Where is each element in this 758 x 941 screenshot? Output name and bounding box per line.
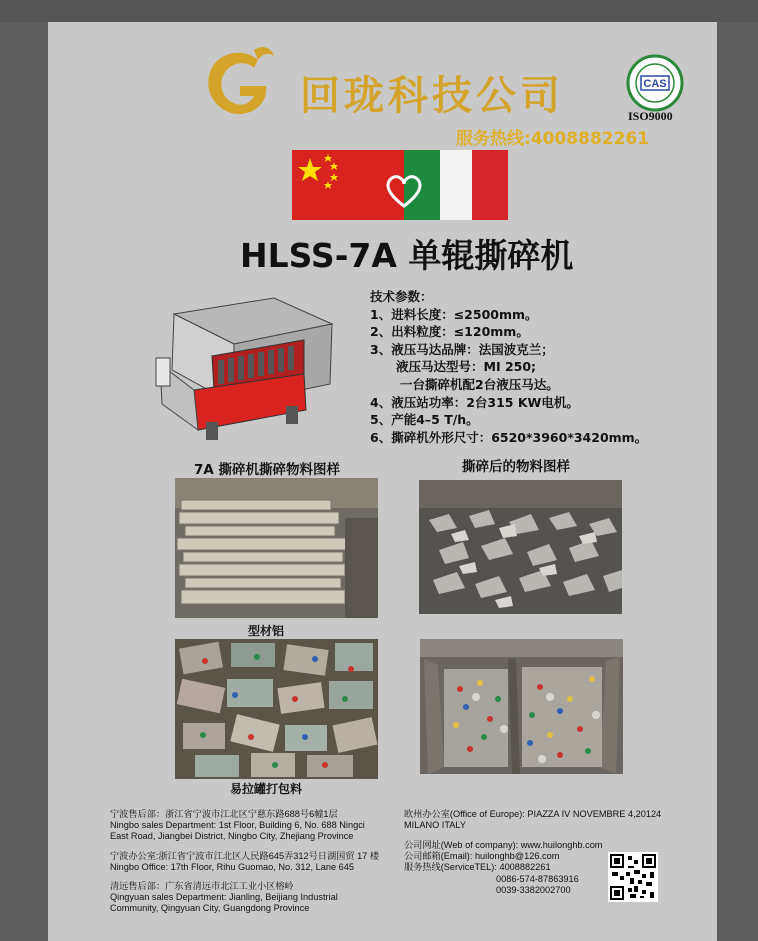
qr-code-icon[interactable] (608, 852, 658, 902)
input-samples-caption: 7A 撕碎机撕碎物料图样 (194, 462, 341, 478)
footer-line: 清远售后部：广东省清远市北江工业小区榕岭 (110, 881, 294, 891)
spec-line: 液压马达型号：MI 250; (396, 359, 537, 375)
technical-specs (370, 288, 710, 446)
qingyuan-sales-address (110, 881, 338, 915)
viewer-top-bar (0, 0, 758, 22)
footer-line: Ningbo sales Department: 1st Floor, Building 6, No. 688 Ningci (110, 820, 365, 831)
ningbo-sales-address (110, 809, 365, 843)
europe-office-address (404, 809, 661, 831)
phone-number: 0086-574-87863916 (496, 873, 579, 884)
product-title: HLSS-7A 单辊撕碎机 (240, 236, 574, 275)
spec-line: 5、产能4–5 T/h。 (370, 412, 479, 428)
shredder-machine-illustration (154, 294, 336, 444)
spec-line: 4、液压站功率：2台315 KW电机。 (370, 394, 579, 410)
footer-line: 欧州办公室(Office of Europe): PIAZZA IV NOVEMBRE 4,20124 (404, 809, 662, 819)
ningbo-office-address (110, 851, 379, 873)
service-tel: 服务热线(ServiceTEL): 4008882261 (404, 862, 551, 873)
company-logo-icon (196, 40, 280, 124)
baled-cans-label: 易拉罐打包料 (230, 782, 303, 796)
spec-line: 一台撕碎机配2台液压马达。 (400, 376, 559, 392)
iso-certification: ISO9000 (628, 109, 673, 123)
china-italy-flags-icon (292, 150, 508, 220)
shredded-cans-photo (420, 639, 623, 774)
footer-line: East Road, Jiangbei District, Ningbo City, Zhejiang Province (110, 831, 354, 842)
footer-line: 宁波售后部：浙江省宁波市江北区宁慈东路688号6幢1层 (110, 809, 338, 819)
footer-line: Qingyuan sales Department: Jianling, Beijiang Industrial (110, 892, 338, 903)
spec-line: 2、出料粒度：≤120mm。 (370, 324, 529, 340)
spec-line: 1、进料长度：≤2500mm。 (370, 306, 538, 322)
baled-cans-photo (175, 639, 378, 779)
footer-line: Ningbo Office: 17th Floor, Rihu Guomao, No. 312, Lane 645 (110, 862, 354, 873)
contact-info (404, 840, 602, 896)
specs-heading: 技术参数： (370, 289, 433, 304)
footer-line: MILANO ITALY (404, 820, 466, 831)
phone-number: 0039-3382002700 (496, 884, 571, 895)
website-link[interactable]: 公司网址(Web of company): www.huilonghb.com (404, 840, 603, 850)
output-samples-caption: 撕碎后的物料图样 (462, 459, 570, 475)
service-hotline: 服务热线:4008882261 (456, 129, 650, 149)
company-name: 回珑科技公司 (300, 73, 564, 119)
spec-line: 3、液压马达品牌：法国波克兰； (370, 341, 554, 357)
footer-line: Community, Qingyuan City, Guangdong Province (110, 903, 310, 914)
spec-line: 6、撕碎机外形尺寸：6520*3960*3420mm。 (370, 429, 648, 445)
cas-badge-text: CAS (643, 78, 667, 90)
shredded-aluminum-photo (419, 480, 622, 614)
brochure-page (48, 22, 717, 941)
email-link[interactable]: 公司邮箱(Email): huilonghb@126.com (404, 851, 560, 862)
footer-line: 宁波办公室:浙江省宁波市江北区人民路645弄312号日湖国贸 17 楼 (110, 851, 380, 861)
cas-certification-badge-icon (626, 54, 684, 112)
aluminum-profile-photo (175, 478, 378, 618)
aluminum-profile-label: 型材铝 (248, 624, 285, 638)
